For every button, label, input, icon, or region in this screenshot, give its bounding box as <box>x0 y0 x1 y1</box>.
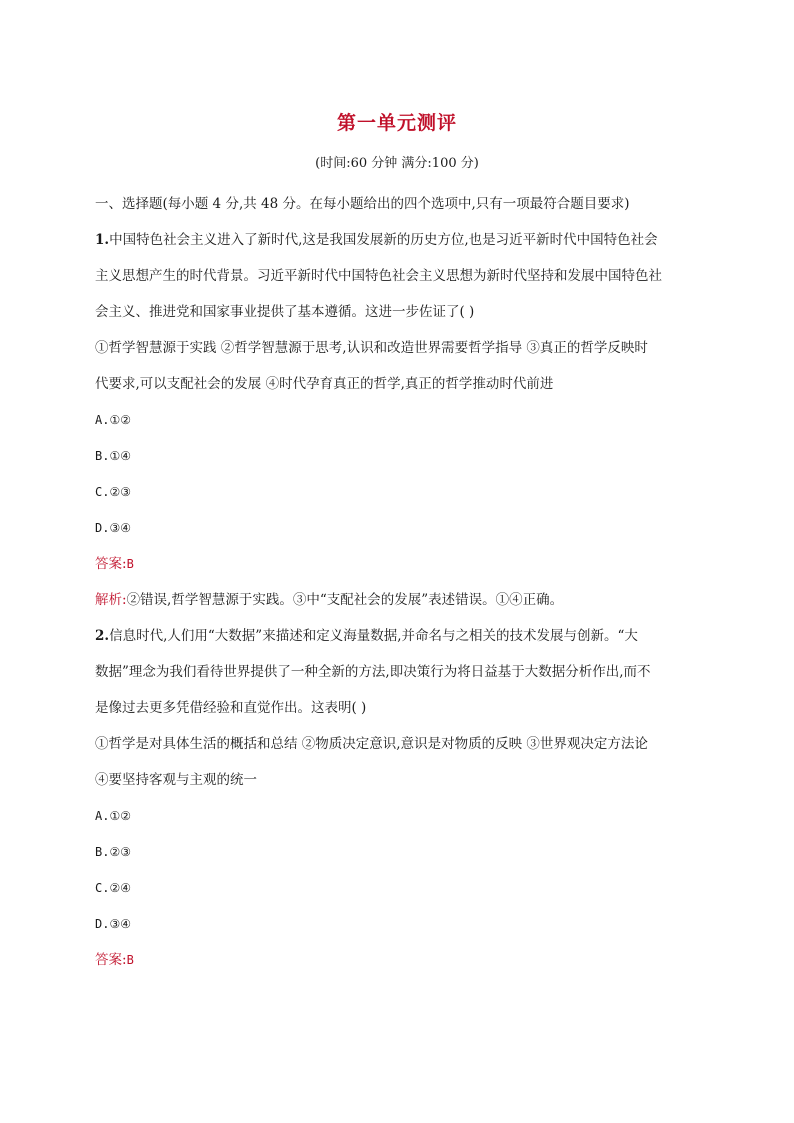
option-b: B.①④ <box>95 449 131 463</box>
option-b: B.②③ <box>95 845 131 859</box>
option-a: A.①② <box>95 809 131 823</box>
analysis-text: ②错误,哲学智慧源于实践。③中“支配社会的发展”表述错误。①④正确。 <box>126 592 564 608</box>
option-c: C.②④ <box>95 881 131 895</box>
statement-line: ①哲学智慧源于实践 ②哲学智慧源于思考,认识和改造世界需要哲学指导 ③真正的哲学反映时 <box>95 340 648 356</box>
question-stem-line: 是像过去更多凭借经验和直觉作出。这表明( ) <box>95 700 367 716</box>
answer <box>95 546 705 582</box>
question-number: 1. <box>95 232 110 248</box>
question-stem-line: 会主义、推进党和国家事业提供了基本遵循。这进一步佐证了( ) <box>95 304 475 320</box>
answer <box>95 942 705 978</box>
question-2 <box>95 618 705 978</box>
question-stem-line: 数据”理念为我们看待世界提供了一种全新的方法,即决策行为将日益基于大数据分析作出,而不 <box>95 664 651 680</box>
statement-line: 代要求,可以支配社会的发展 ④时代孕育真正的哲学,真正的哲学推动时代前进 <box>95 376 554 392</box>
option-d: D.③④ <box>95 917 131 931</box>
question-text: 信息时代,人们用“大数据”来描述和定义海量数据,并命名与之相关的技术发展与创新。“大 <box>109 628 638 644</box>
answer-label: 答案: <box>95 952 127 968</box>
option-d: D.③④ <box>95 521 131 535</box>
question-1 <box>95 222 705 618</box>
question-stem-line <box>95 222 705 258</box>
option-c: C.②③ <box>95 485 131 499</box>
statement-line: ④要坚持客观与主观的统一 <box>95 772 257 788</box>
analysis-label: 解析: <box>95 592 127 608</box>
answer-value: B <box>126 557 134 571</box>
exam-info: (时间:60 分钟 满分:100 分) <box>315 156 479 171</box>
page-title: 第一单元测评 <box>336 112 457 134</box>
option-a: A.①② <box>95 413 131 427</box>
question-text: 中国特色社会主义进入了新时代,这是我国发展新的历史方位,也是习近平新时代中国特色社会 <box>109 232 658 248</box>
answer-value: B <box>126 953 134 967</box>
analysis <box>95 582 705 618</box>
question-stem-line: 主义思想产生的时代背景。习近平新时代中国特色社会主义思想为新时代坚持和发展中国特色社 <box>95 268 662 284</box>
section-heading: 一、选择题(每小题 4 分,共 48 分。在每小题给出的四个选项中,只有一项最符合题目要求) <box>95 196 630 212</box>
statement-line: ①哲学是对具体生活的概括和总结 ②物质决定意识,意识是对物质的反映 ③世界观决定方法论 <box>95 736 648 752</box>
document-body <box>95 186 705 978</box>
question-stem-line <box>95 618 705 654</box>
answer-label: 答案: <box>95 556 127 572</box>
question-number: 2. <box>95 628 110 644</box>
